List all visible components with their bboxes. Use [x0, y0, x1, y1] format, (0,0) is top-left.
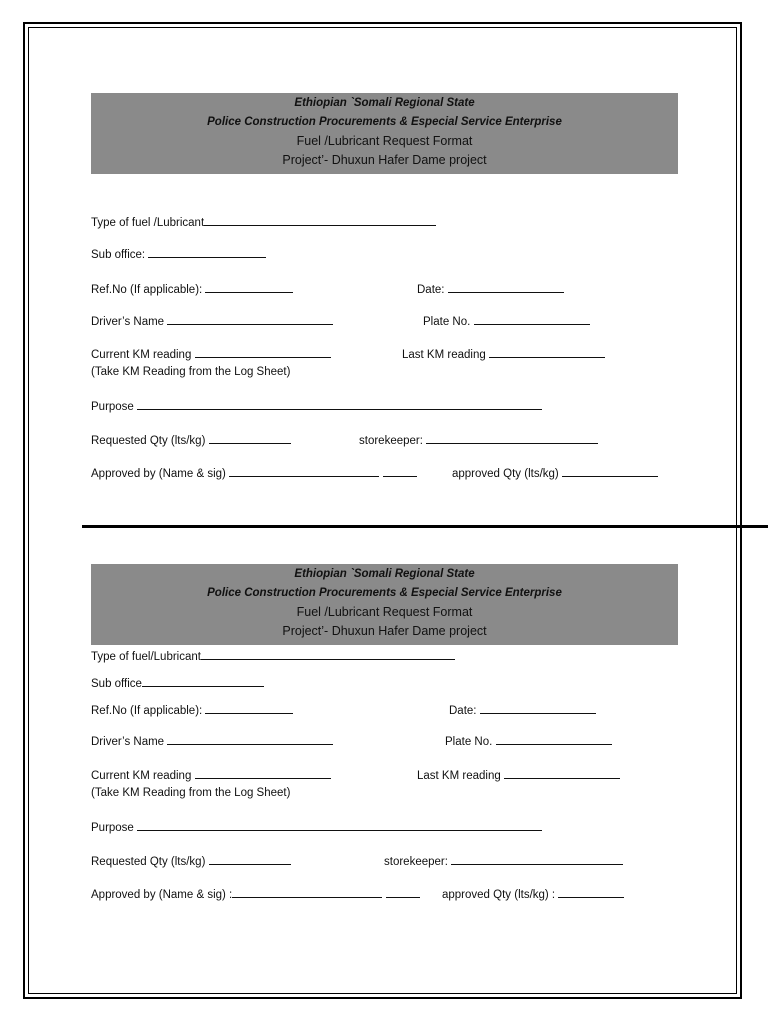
form2-date-row [449, 702, 596, 717]
form1-date-label: Date: [417, 284, 448, 296]
form2-current-km-row [91, 767, 331, 782]
form2-last-km-label: Last KM reading [417, 770, 504, 782]
form1-last-km-row [402, 346, 605, 361]
form1-purpose-label: Purpose [91, 401, 138, 413]
form2-fuel-type-field[interactable] [201, 648, 455, 660]
form1-approved-qty-label: approved Qty (lts/kg) [452, 468, 562, 480]
form2-header-enterprise: Police Construction Procurements & Especial Service Enterprise [207, 587, 562, 599]
form1-plate-field[interactable] [474, 313, 590, 325]
form2-approved-qty-row [442, 886, 624, 901]
form2-sub-office-row [91, 675, 264, 690]
form2-last-km-row [417, 767, 620, 782]
form-divider [82, 525, 768, 528]
form2-approved-by-label: Approved by (Name & sig) : [91, 889, 233, 901]
form1-current-km-row [91, 346, 331, 361]
form1-approved-by-sig-field[interactable] [383, 465, 417, 477]
form2-requested-qty-row [91, 853, 291, 868]
form2-log-note: (Take KM Reading from the Log Sheet) [91, 787, 291, 799]
divider-edge [742, 527, 768, 528]
form1-last-km-field[interactable] [489, 346, 605, 358]
form2-ref-no-row [91, 702, 293, 717]
form1-storekeeper-field[interactable] [426, 432, 598, 444]
form2-approved-by-sig-field[interactable] [386, 886, 420, 898]
form1-ref-no-label: Ref.No (If applicable): [91, 284, 206, 296]
form2-approved-by-name-field[interactable] [232, 886, 382, 898]
form1-driver-row [91, 313, 333, 328]
form2-requested-qty-field[interactable] [209, 853, 291, 865]
form1-header-enterprise: Police Construction Procurements & Especial Service Enterprise [207, 116, 562, 128]
form2-purpose-field[interactable] [137, 819, 542, 831]
form1-approved-by-row [91, 465, 417, 480]
form2-date-field[interactable] [480, 702, 596, 714]
form2-current-km-field[interactable] [195, 767, 331, 779]
form1-requested-qty-row [91, 432, 291, 447]
form2-header-project: Project’- Dhuxun Hafer Dame project [282, 624, 487, 638]
form2-approved-qty-field[interactable] [558, 886, 624, 898]
form1-ref-no-row [91, 281, 293, 296]
form1-current-km-label: Current KM reading [91, 349, 195, 361]
form2-ref-no-field[interactable] [205, 702, 293, 714]
form2-approved-by-row [91, 886, 420, 901]
form2-fuel-type-row [91, 648, 455, 663]
form2-driver-field[interactable] [167, 733, 333, 745]
form1-sub-office-label: Sub office: [91, 249, 149, 261]
form1-fuel-type-row [91, 214, 436, 229]
form1-driver-label: Driver’s Name [91, 316, 168, 328]
form1-approved-qty-row [452, 465, 658, 480]
form1-purpose-row [91, 398, 542, 413]
form1-header-project: Project’- Dhuxun Hafer Dame project [282, 153, 487, 167]
form1-storekeeper-label: storekeeper: [359, 435, 427, 447]
form1-purpose-field[interactable] [137, 398, 542, 410]
form1-sub-office-row [91, 246, 266, 261]
form1-last-km-label: Last KM reading [402, 349, 489, 361]
form1-current-km-field[interactable] [195, 346, 331, 358]
form1-log-note: (Take KM Reading from the Log Sheet) [91, 366, 291, 378]
form2-header-format: Fuel /Lubricant Request Format [296, 605, 473, 619]
form2-driver-row [91, 733, 333, 748]
form2-header-state: Ethiopian `Somali Regional State [294, 568, 475, 580]
form2-storekeeper-row [384, 853, 623, 868]
form1-requested-qty-label: Requested Qty (lts/kg) [91, 435, 209, 447]
form1-approved-by-name-field[interactable] [229, 465, 379, 477]
form2-storekeeper-label: storekeeper: [384, 856, 452, 868]
form2-header [91, 564, 678, 645]
form2-plate-row [445, 733, 612, 748]
form2-plate-field[interactable] [496, 733, 612, 745]
form1-fuel-type-label: Type of fuel /Lubricant [91, 217, 205, 229]
form2-plate-label: Plate No. [445, 736, 496, 748]
form2-last-km-field[interactable] [504, 767, 620, 779]
form2-storekeeper-field[interactable] [451, 853, 623, 865]
form1-fuel-type-field[interactable] [204, 214, 436, 226]
form2-purpose-row [91, 819, 542, 834]
form1-header [91, 93, 678, 174]
form2-driver-label: Driver’s Name [91, 736, 168, 748]
form2-approved-qty-label: approved Qty (lts/kg) : [442, 889, 559, 901]
form2-current-km-label: Current KM reading [91, 770, 195, 782]
form1-requested-qty-field[interactable] [209, 432, 291, 444]
form2-purpose-label: Purpose [91, 822, 138, 834]
form1-header-state: Ethiopian `Somali Regional State [294, 97, 475, 109]
form2-sub-office-field[interactable] [142, 675, 264, 687]
form1-header-format: Fuel /Lubricant Request Format [296, 134, 473, 148]
form2-fuel-type-label: Type of fuel/Lubricant [91, 651, 201, 663]
form2-date-label: Date: [449, 705, 480, 717]
form1-ref-no-field[interactable] [205, 281, 293, 293]
form1-driver-field[interactable] [167, 313, 333, 325]
form1-date-row [417, 281, 564, 296]
form1-plate-label: Plate No. [423, 316, 474, 328]
form1-approved-qty-field[interactable] [562, 465, 658, 477]
form2-requested-qty-label: Requested Qty (lts/kg) [91, 856, 209, 868]
form1-date-field[interactable] [448, 281, 564, 293]
form1-sub-office-field[interactable] [148, 246, 266, 258]
form1-approved-by-label: Approved by (Name & sig) [91, 468, 230, 480]
form2-sub-office-label: Sub office [91, 678, 142, 690]
form2-ref-no-label: Ref.No (If applicable): [91, 705, 206, 717]
form1-storekeeper-row [359, 432, 598, 447]
form1-plate-row [423, 313, 590, 328]
